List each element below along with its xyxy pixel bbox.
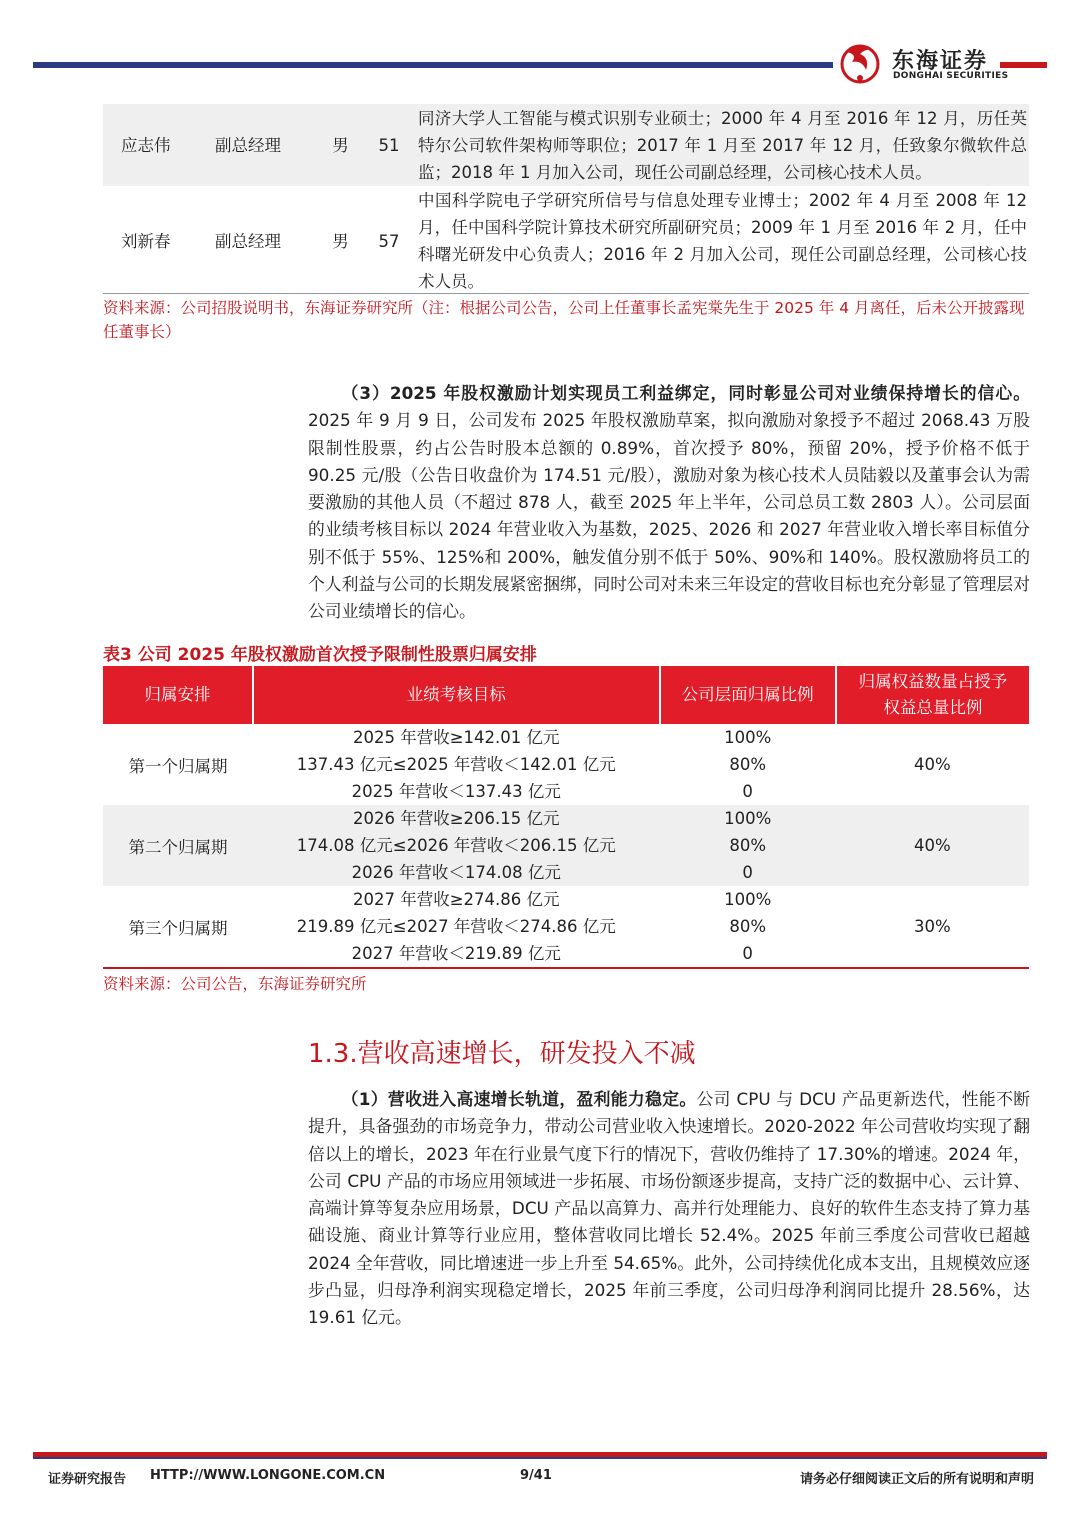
source-note: 资料来源：公司公告，东海证券研究所 [103,975,367,993]
paragraph-revenue-growth [308,1086,1030,1332]
header-bar-red [1000,62,1047,68]
ratio-line: 100% [724,728,772,747]
mgmt-name: 应志伟 [103,104,203,186]
ratio-line: 80% [729,755,767,774]
logo-text-en: DONGHAI SECURITIES [893,71,1009,81]
mgmt-gender: 男 [313,104,368,186]
target-line: 2027 年营收≥274.86 亿元 [353,890,560,909]
vesting-table [103,666,1029,969]
company-ratios [660,805,836,886]
table-row [103,886,1029,968]
target-line: 174.08 亿元≤2026 年营收＜206.15 亿元 [296,836,616,855]
donghai-logo-icon [836,38,884,86]
col-header-share-ratio: 归属权益数量占授予权益总量比例 [836,666,1029,724]
section-title: 1.3.营收高速增长，研发投入不减 [308,1039,696,1069]
table-row [103,724,1029,805]
vesting-period: 第二个归属期 [103,805,253,886]
header-bar-blue [33,62,833,68]
table-row [103,186,1029,296]
table-title: 表3 公司 2025 年股权激励首次授予限制性股票归属安排 [103,645,537,665]
mgmt-title: 副总经理 [203,104,313,186]
ratio-line: 0 [742,782,753,801]
ratio-line: 80% [729,836,767,855]
ratio-line: 100% [724,890,772,909]
company-ratios [660,724,836,805]
target-line: 2025 年营收≥142.01 亿元 [353,728,560,747]
mgmt-title: 副总经理 [215,231,281,251]
target-line: 2027 年营收＜219.89 亿元 [351,944,561,963]
paragraph-body: 2025 年 9 月 9 日，公司发布 2025 年股权激励草案，拟向激励对象授予不超过 2068.43 万股限制性股票，约占公告时股本总额的 0.89%，首次授予 80%，预留 20%，授予价格不低于 90.25 元/股（公告日收盘价为 174.51 元/股），激励对象为核心技术人员陆毅以及董事会认为需要激励的其他人员（不超过 878 人，截至 2025 年上半年，公司总员工数 2803 人）。公司层面的业绩考核目标以 2024 年营业收入为基数，2025、2026 和 2027 年营业收入增长率目标值分别不低于 55%、125%和 200%，触发值分别不低于 50%、90%和 140%。股权激励将员工的个人利益与公司的长期发展紧密捆绑，同时公司对未来三年设定的营收目标也充分彰显了管理层对公司业绩增长的信心。 [308,410,1030,622]
vesting-targets [253,724,660,805]
ratio-line: 80% [729,917,767,936]
footer-page-number: 9/41 [520,1468,552,1483]
ratio-line: 100% [724,809,772,828]
target-line: 2026 年营收≥206.15 亿元 [353,809,560,828]
col-header-period: 归属安排 [103,666,253,724]
paragraph-lead: （3）2025 年股权激励计划实现员工利益绑定，同时彰显公司对业绩保持增长的信心。 [341,383,1030,403]
mgmt-gender: 男 [332,231,349,251]
target-line: 2025 年营收＜137.43 亿元 [351,782,561,801]
table-row [103,104,1029,186]
mgmt-age: 57 [378,231,400,251]
vesting-targets [253,805,660,886]
mgmt-bio: 同济大学人工智能与模式识别专业硕士；2000 年 4 月至 2016 年 12 月，历任英特尔公司软件架构师等职位；2017 年 1 月至 2017 年 12 月，任致象尔微软件总监；2018 年 1 月加入公司，现任公司副总经理，公司核心技术人员。 [410,104,1029,186]
table-bottom-rule [103,293,1029,294]
company-ratios [660,886,836,968]
management-table [103,104,1029,296]
col-header-company-ratio: 公司层面归属比例 [660,666,836,724]
table-header-row [103,666,1029,724]
mgmt-bio: 中国科学院电子学研究所信号与信息处理专业博士；2002 年 4 月至 2008 年 12 月，任中国科学院计算技术研究所副研究员；2009 年 1 月至 2016 年 2 月，任中科曙光研发中心负责人；2016 年 2 月加入公司，现任公司副总经理，公司核心技术人员。 [418,191,1027,291]
vesting-targets [253,886,660,968]
footer-bar-blue [33,1457,1047,1459]
paragraph-equity-incentive [308,380,1030,626]
footer-url-link[interactable]: HTTP://WWW.LONGONE.COM.CN [150,1468,386,1483]
target-line: 137.43 亿元≤2025 年营收＜142.01 亿元 [296,755,616,774]
footer-report-label: 证券研究报告 [48,1472,127,1487]
mgmt-name: 刘新春 [121,231,171,251]
footer-disclaimer: 请务必仔细阅读正文后的所有说明和声明 [799,1472,1034,1487]
share-ratio: 40% [836,805,1029,886]
vesting-period: 第三个归属期 [103,886,253,968]
mgmt-age: 51 [368,104,410,186]
share-ratio: 40% [914,755,951,774]
paragraph-body: 公司 CPU 与 DCU 产品更新迭代，性能不断提升，具备强劲的市场竞争力，带动公司营业收入快速增长。2020-2022 年公司营收均实现了翻倍以上的增长，2023 年在行业景气度下行的情况下，营收仍维持了 17.30%的增速。2024 年，公司 CPU 产品的市场应用领域进一步拓展、市场份额逐步提高，支持广泛的数据中心、云计算、高端计算等复杂应用场景，DCU 产品以高算力、高并行处理能力、良好的软件生态支持了算力基础设施、商业计算等行业应用，整体营收同比增长 52.4%。2025 年前三季度公司营收已超越 2024 全年营收，同比增速进一步上升至 54.65%。此外，公司持续优化成本支出，且规模效应逐步凸显，归母净利润实现稳定增长，2025 年前三季度，公司归母净利润同比提升 28.56%，达 19.61 亿元。 [308,1089,1030,1328]
source-note: 资料来源：公司招股说明书，东海证券研究所（注：根据公司公告，公司上任董事长孟宪棠先生于 2025 年 4 月离任，后未公开披露现任董事长） [103,299,1025,341]
table-row [103,805,1029,886]
col-header-target: 业绩考核目标 [253,666,660,724]
logo-text-cn: 东海证券 [892,49,989,74]
vesting-period: 第一个归属期 [128,756,228,776]
ratio-line: 0 [742,944,753,963]
paragraph-lead: （1）营收进入高速增长轨道，盈利能力稳定。 [341,1089,697,1109]
share-ratio: 30% [836,886,1029,968]
target-line: 219.89 亿元≤2027 年营收＜274.86 亿元 [296,917,616,936]
ratio-line: 0 [742,863,753,882]
target-line: 2026 年营收＜174.08 亿元 [351,863,561,882]
